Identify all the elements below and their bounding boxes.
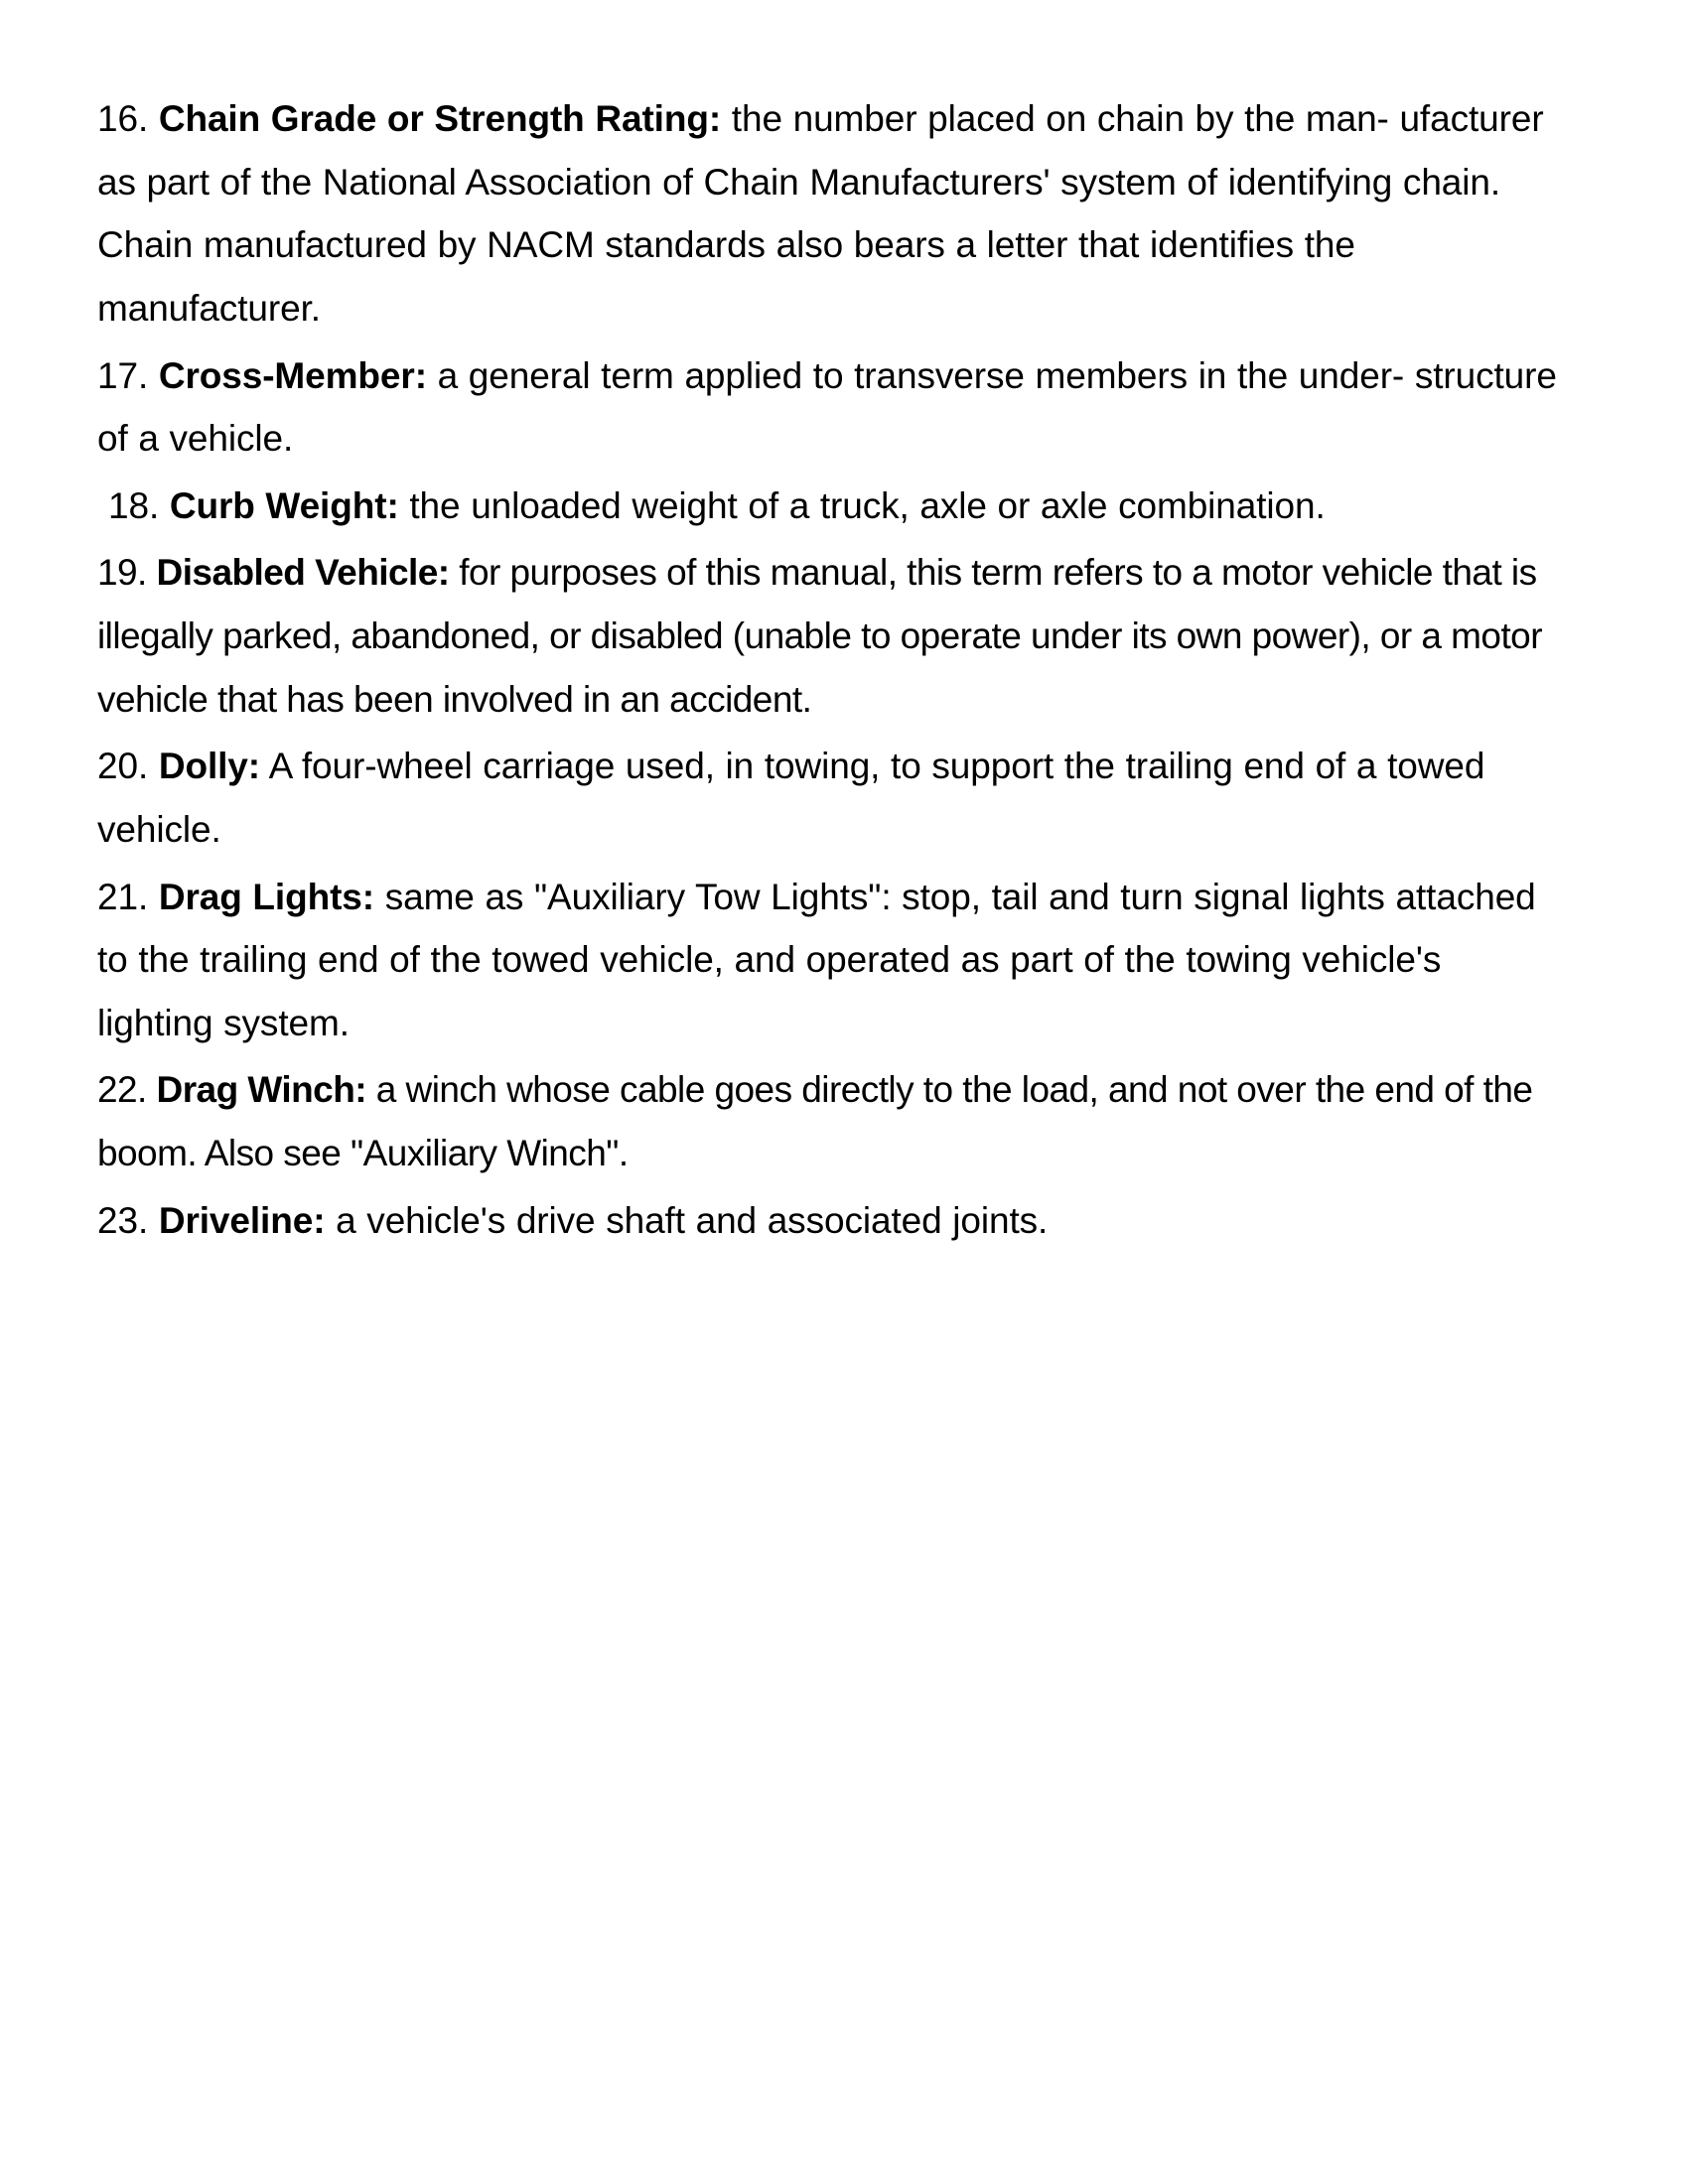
glossary-entry bbox=[97, 344, 1557, 471]
glossary-entry bbox=[97, 1058, 1557, 1184]
glossary-entry bbox=[97, 866, 1557, 1055]
entry-number: 18. bbox=[108, 484, 160, 526]
entry-number: 16. bbox=[97, 98, 149, 139]
glossary-entry bbox=[97, 735, 1557, 861]
entry-definition: the unloaded weight of a truck, axle or axle combination. bbox=[409, 484, 1326, 526]
glossary-entry bbox=[97, 541, 1557, 731]
entry-term: Cross-Member: bbox=[158, 354, 427, 396]
entry-definition: A four-wheel carriage used, in towing, to support the trailing end of a towed vehicle. bbox=[97, 746, 1485, 850]
entry-definition: a vehicle's drive shaft and associated joints. bbox=[336, 1199, 1049, 1241]
entry-number: 22. bbox=[97, 1069, 147, 1111]
entry-term: Curb Weight: bbox=[169, 484, 399, 526]
entry-definition: same as "Auxiliary Tow Lights": stop, tail and turn signal lights attached to the trailing end of the towed vehicle, and operated as part of the towing vehicle's lighting system. bbox=[97, 876, 1536, 1043]
entry-term: Drag Lights: bbox=[158, 876, 375, 917]
entry-term: Disabled Vehicle: bbox=[156, 552, 450, 594]
entry-number: 23. bbox=[97, 1199, 149, 1241]
entry-term: Chain Grade or Strength Rating: bbox=[158, 98, 722, 139]
entry-definition: the number placed on chain by the man- ufacturer as part of the National Association of Chain Manufacturers' system of identifying chain. Chain manufactured by NACM standards also bears a letter that identifies the manufacturer. bbox=[97, 98, 1544, 329]
entry-term: Driveline: bbox=[158, 1199, 326, 1241]
entry-term: Drag Winch: bbox=[156, 1069, 367, 1111]
entry-definition: a winch whose cable goes directly to the load, and not over the end of the boom. Also see "Auxiliary Winch". bbox=[97, 1069, 1533, 1173]
entry-term: Dolly: bbox=[158, 746, 261, 787]
entry-number: 19. bbox=[97, 552, 147, 594]
glossary-list bbox=[97, 87, 1557, 1252]
entry-definition: for purposes of this manual, this term refers to a motor vehicle that is illegally parked, abandoned, or disabled (unable to operate under its own power), or a motor vehicle that has been involved in an accident. bbox=[97, 552, 1542, 720]
entry-definition: a general term applied to transverse members in the under- structure of a vehicle. bbox=[97, 354, 1557, 460]
glossary-entry bbox=[97, 475, 1557, 538]
entry-number: 21. bbox=[97, 876, 149, 917]
glossary-entry bbox=[97, 87, 1557, 341]
entry-number: 17. bbox=[97, 354, 149, 396]
entry-number: 20. bbox=[97, 746, 149, 787]
glossary-entry bbox=[97, 1189, 1557, 1253]
